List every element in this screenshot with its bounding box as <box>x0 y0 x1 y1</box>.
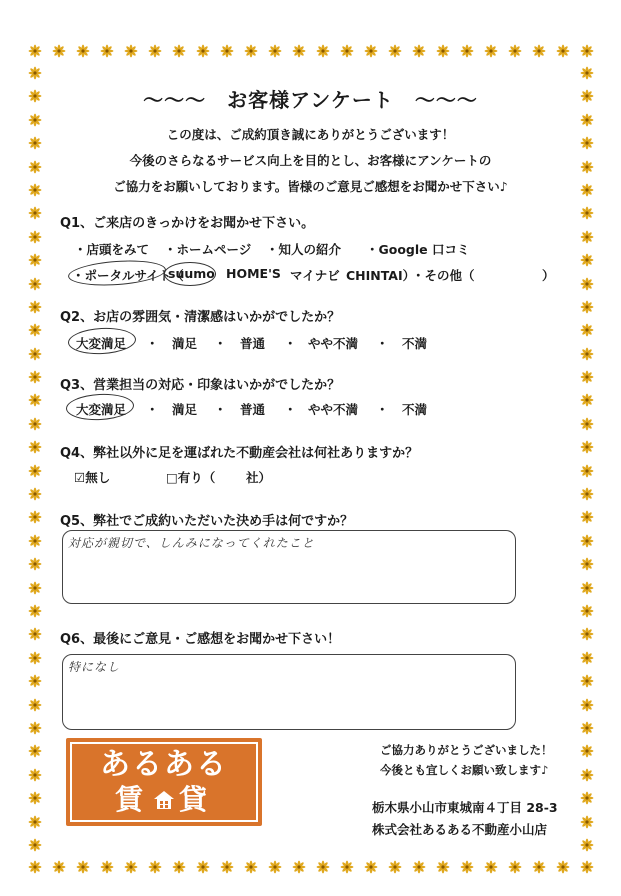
flower-icon <box>28 557 42 571</box>
flower-icon <box>436 860 450 874</box>
flower-icon <box>580 698 594 712</box>
flower-icon <box>124 860 138 874</box>
flower-icon <box>28 651 42 665</box>
flower-icon <box>28 253 42 267</box>
flower-icon <box>580 674 594 688</box>
flower-icon <box>556 44 570 58</box>
flower-icon <box>508 44 522 58</box>
flower-icon <box>412 860 426 874</box>
flower-icon <box>28 393 42 407</box>
flower-icon <box>580 721 594 735</box>
flower-icon <box>124 44 138 58</box>
flower-icon <box>316 44 330 58</box>
q6-answer-box[interactable] <box>62 654 516 730</box>
company-name: 株式会社あるある不動産小山店 <box>372 822 548 837</box>
flower-icon <box>580 860 594 874</box>
flower-icon <box>76 44 90 58</box>
flower-icon <box>28 44 42 58</box>
intro-text <box>0 122 621 200</box>
flower-icon <box>460 860 474 874</box>
q3-option-dissatisfied[interactable]: 不満 <box>402 402 428 417</box>
question-4: Q4、弊社以外に足を運ばれた不動産会社は何社ありますか？ <box>60 446 419 461</box>
flower-icon <box>436 44 450 58</box>
flower-icon <box>532 44 546 58</box>
q3-sep-2: ・ <box>214 402 227 417</box>
q2-sep-2: ・ <box>214 336 227 351</box>
flower-icon <box>76 860 90 874</box>
flower-icon <box>340 860 354 874</box>
q2-sep-4: ・ <box>376 336 389 351</box>
flower-icon <box>580 464 594 478</box>
flower-icon <box>28 206 42 220</box>
flower-icon <box>580 651 594 665</box>
flower-icon <box>148 860 162 874</box>
q1-site-mynavi[interactable]: マイナビ <box>290 268 340 283</box>
flower-icon <box>28 627 42 641</box>
flower-icon <box>196 860 210 874</box>
thanks-line-2: 今後とも宜しくお願い致します♪ <box>380 763 549 777</box>
flower-icon <box>508 860 522 874</box>
flower-icon <box>580 370 594 384</box>
flower-icon <box>580 627 594 641</box>
q4-option-yes-unit: 社） <box>246 470 272 485</box>
flower-icon <box>580 253 594 267</box>
q1-option-portal[interactable]: ・ポータルサイト（ <box>72 268 184 283</box>
flower-icon <box>28 674 42 688</box>
q2-option-very-satisfied[interactable]: 大変満足 <box>76 336 127 351</box>
flower-icon <box>28 860 42 874</box>
flower-icon <box>28 721 42 735</box>
flower-icon <box>580 487 594 501</box>
flower-icon <box>28 440 42 454</box>
flower-icon <box>580 44 594 58</box>
q2-option-neutral[interactable]: 普通 <box>240 336 266 351</box>
flower-icon <box>220 860 234 874</box>
flower-icon <box>28 300 42 314</box>
flower-icon <box>340 44 354 58</box>
flower-icon <box>28 791 42 805</box>
flower-icon <box>28 744 42 758</box>
q1-other-close: ） <box>542 268 555 283</box>
q2-sep-1: ・ <box>146 336 159 351</box>
question-1: Q1、ご来店のきっかけをお聞かせ下さい。 <box>60 216 315 231</box>
q1-site-chintai[interactable]: CHINTAI） <box>346 268 416 283</box>
border-bottom <box>28 860 594 874</box>
flower-icon <box>412 44 426 58</box>
q4-option-none[interactable]: ☑無し <box>74 470 111 485</box>
logo-char-chin: 賃 <box>114 783 149 816</box>
flower-icon <box>580 300 594 314</box>
q3-sep-3: ・ <box>284 402 297 417</box>
flower-icon <box>292 860 306 874</box>
flower-icon <box>244 860 258 874</box>
flower-icon <box>580 534 594 548</box>
flower-icon <box>28 347 42 361</box>
flower-icon <box>28 370 42 384</box>
flower-icon <box>532 860 546 874</box>
flower-icon <box>580 838 594 852</box>
logo-text-aruaru: あるある <box>100 747 228 782</box>
logo-text-chintai <box>115 783 213 817</box>
flower-icon <box>580 557 594 571</box>
flower-icon <box>580 791 594 805</box>
q1-option-storefront[interactable]: ・店頭をみて <box>74 242 150 257</box>
flower-icon <box>580 393 594 407</box>
flower-icon <box>580 66 594 80</box>
logo-frame <box>70 742 258 822</box>
q2-option-slightly-dissatisfied[interactable]: やや不満 <box>308 336 359 351</box>
question-5: Q5、弊社でご成約いただいた決め手は何ですか？ <box>60 514 354 529</box>
flower-icon <box>580 581 594 595</box>
flower-icon <box>484 860 498 874</box>
q3-option-slightly-dissatisfied[interactable]: やや不満 <box>308 402 359 417</box>
company-logo <box>66 738 262 826</box>
flower-icon <box>292 44 306 58</box>
q4-option-yes[interactable]: □有り（ <box>166 470 216 485</box>
flower-icon <box>580 744 594 758</box>
flower-icon <box>28 838 42 852</box>
flower-icon <box>388 860 402 874</box>
q3-sep-4: ・ <box>376 402 389 417</box>
flower-icon <box>244 44 258 58</box>
flower-icon <box>220 44 234 58</box>
intro-line-1: この度は、ご成約頂き誠にありがとうございます！ <box>166 127 455 142</box>
flower-icon <box>28 510 42 524</box>
flower-icon <box>556 860 570 874</box>
border-top <box>28 44 594 58</box>
flower-icon <box>28 768 42 782</box>
q3-option-satisfied[interactable]: 満足 <box>172 402 198 417</box>
flower-icon <box>484 44 498 58</box>
q3-sep-1: ・ <box>146 402 159 417</box>
q1-selection-circle-suumo <box>164 262 216 286</box>
intro-line-2: 今後のさらなるサービス向上を目的とし、お客様にアンケートの <box>129 153 492 168</box>
logo-char-tai: 貸 <box>179 783 214 816</box>
flower-icon <box>268 44 282 58</box>
flower-icon <box>580 230 594 244</box>
flower-icon <box>364 860 378 874</box>
q6-answer-text: 特になし <box>68 660 121 674</box>
q1-option-google[interactable]: ・Google 口コミ <box>366 242 470 257</box>
flower-icon <box>580 323 594 337</box>
q5-answer-text: 対応が親切で、しんみになってくれたこと <box>68 536 315 550</box>
q1-option-referral[interactable]: ・知人の紹介 <box>266 242 342 257</box>
flower-icon <box>28 487 42 501</box>
flower-icon <box>28 698 42 712</box>
flower-icon <box>580 417 594 431</box>
flower-icon <box>28 534 42 548</box>
q2-option-dissatisfied[interactable]: 不満 <box>402 336 428 351</box>
q1-option-other[interactable]: ・その他（ <box>412 268 475 283</box>
q2-option-satisfied[interactable]: 満足 <box>172 336 198 351</box>
flower-icon <box>52 44 66 58</box>
flower-icon <box>28 604 42 618</box>
q3-option-neutral[interactable]: 普通 <box>240 402 266 417</box>
q1-option-homepage[interactable]: ・ホームページ <box>164 242 252 257</box>
flower-icon <box>316 860 330 874</box>
flower-icon <box>100 44 114 58</box>
flower-icon <box>268 860 282 874</box>
thanks-line-1: ご協力ありがとうございました！ <box>380 743 553 757</box>
flower-icon <box>172 860 186 874</box>
flower-icon <box>580 768 594 782</box>
flower-icon <box>580 604 594 618</box>
flower-icon <box>28 323 42 337</box>
q2-sep-3: ・ <box>284 336 297 351</box>
q1-site-suumo[interactable]: suumo <box>168 266 215 281</box>
flower-icon <box>28 464 42 478</box>
flower-icon <box>28 815 42 829</box>
question-3: Q3、営業担当の対応・印象はいかがでしたか？ <box>60 378 341 393</box>
flower-icon <box>28 581 42 595</box>
flower-icon <box>52 860 66 874</box>
q2-selection-circle <box>67 326 136 356</box>
flower-icon <box>580 440 594 454</box>
flower-icon <box>580 277 594 291</box>
q1-site-homes[interactable]: HOME'S <box>226 266 281 281</box>
q3-option-very-satisfied[interactable]: 大変満足 <box>76 402 127 417</box>
flower-icon <box>28 230 42 244</box>
flower-icon <box>364 44 378 58</box>
flower-icon <box>460 44 474 58</box>
flower-icon <box>148 44 162 58</box>
flower-icon <box>28 417 42 431</box>
flower-icon <box>172 44 186 58</box>
flower-icon <box>580 206 594 220</box>
flower-icon <box>196 44 210 58</box>
intro-line-3: ご協力をお願いしております。皆様のご意見ご感想をお聞かせ下さい♪ <box>113 179 508 194</box>
question-6: Q6、最後にご意見・ご感想をお聞かせ下さい！ <box>60 632 341 647</box>
flower-icon <box>580 510 594 524</box>
company-address: 栃木県小山市東城南４丁目 28-3 <box>372 800 558 815</box>
question-2: Q2、お店の雰囲気・清潔感はいかがでしたか？ <box>60 310 341 325</box>
page-title: ～～～ お客様アンケート ～～～ <box>143 88 478 112</box>
flower-icon <box>388 44 402 58</box>
flower-icon <box>580 815 594 829</box>
flower-icon <box>580 347 594 361</box>
house-icon <box>153 789 175 811</box>
flower-icon <box>28 277 42 291</box>
flower-icon <box>28 66 42 80</box>
flower-icon <box>100 860 114 874</box>
